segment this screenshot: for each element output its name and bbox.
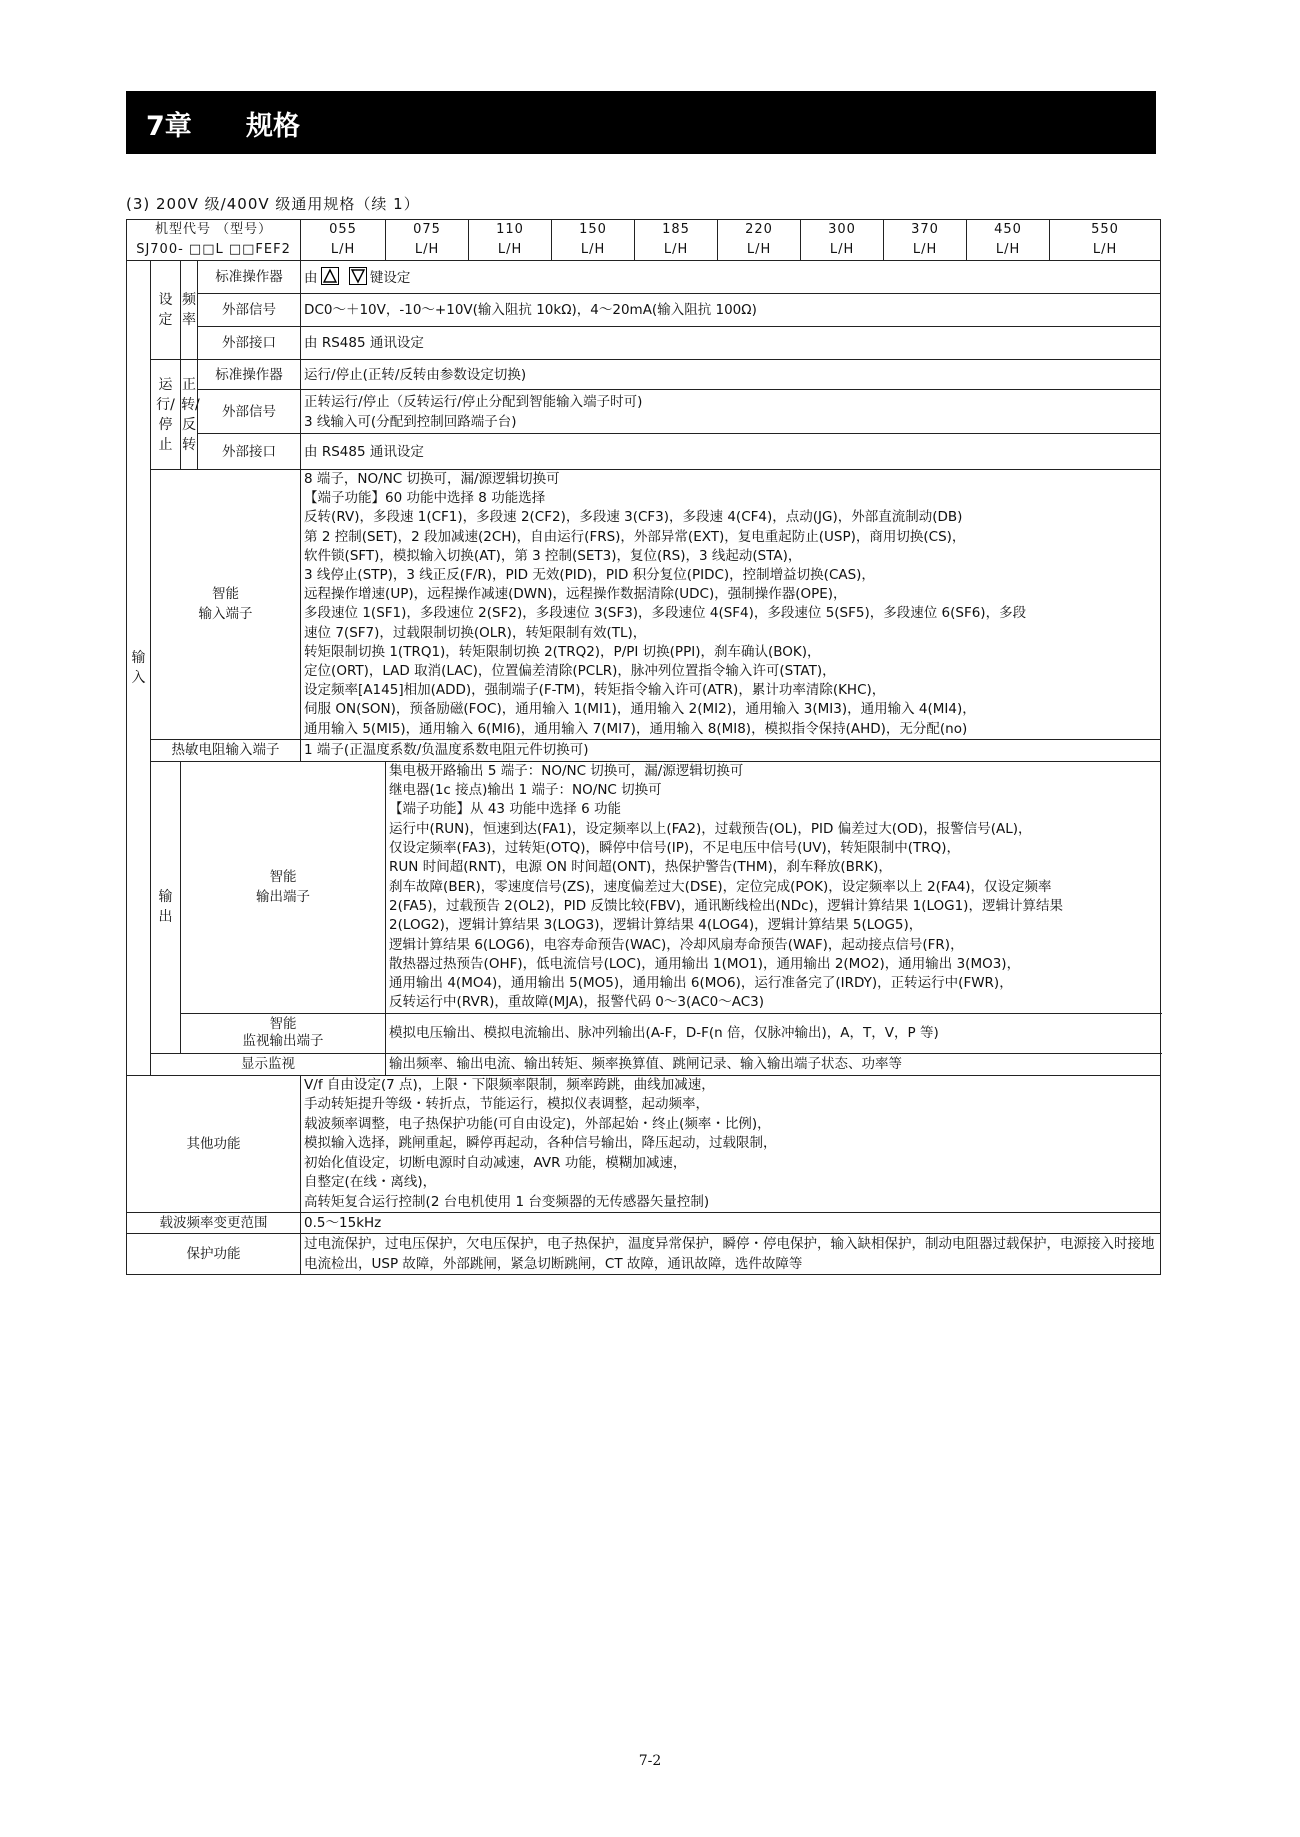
smart-input-line: 3 线停止(STP)，3 线正反(F/R)，PID 无效(PID)，PID 积分复位(PIDC)，控制增益切换(CAS)， bbox=[304, 567, 875, 584]
smart-output-line: 反转运行中(RVR)，重故障(MJA)，报警代码 0～3(AC0～AC3) bbox=[389, 994, 765, 1011]
other-function-line: 手动转矩提升等级・转折点，节能运行，模拟仪表调整，起动频率， bbox=[304, 1096, 710, 1113]
display-value: 输出频率、输出电流、输出转矩、频率换算值、跳闸记录、输入输出端子状态、功率等 bbox=[386, 1053, 1161, 1075]
display-label: 显示监视 bbox=[151, 1053, 386, 1075]
smart-output-label bbox=[181, 761, 386, 1013]
chapter-number: 7章 bbox=[146, 111, 192, 142]
std-operator-label: 标准操作器 bbox=[198, 360, 301, 390]
smart-input-line: 反转(RV)，多段速 1(CF1)，多段速 2(CF2)，多段速 3(CF3)，多段速 4(CF4)，点动(JG)，外部直流制动(DB) bbox=[304, 509, 963, 526]
model-variant: L/H bbox=[912, 242, 938, 257]
model-variant: L/H bbox=[414, 242, 440, 257]
model-cell bbox=[635, 220, 718, 261]
run-if-value: 由 RS485 通讯设定 bbox=[301, 434, 1161, 470]
model-code-label: 机型代号 （型号） bbox=[154, 222, 273, 237]
smart-input-line: 定位(ORT)，LAD 取消(LAC)，位置偏差清除(PCLR)，脉冲列位置指令输入许可(STAT)， bbox=[304, 663, 836, 680]
smart-output-line: 通用输出 4(MO4)，通用输出 5(MO5)，通用输出 6(MO6)，运行准备完了(IRDY)，正转运行中(FWR)， bbox=[389, 975, 1013, 992]
smart-input-line: 速位 7(SF7)，过载限制切换(OLR)，转矩限制有效(TL)， bbox=[304, 624, 647, 641]
ext-signal-label: 外部信号 bbox=[198, 294, 301, 327]
run-std-row bbox=[127, 360, 1161, 390]
freq-ext-row bbox=[127, 294, 1161, 327]
model-cell bbox=[718, 220, 801, 261]
down-key-icon bbox=[349, 267, 367, 285]
chapter-header-bar bbox=[126, 91, 1156, 154]
ext-interface-label: 外部接口 bbox=[198, 434, 301, 470]
model-cell bbox=[1050, 220, 1161, 261]
model-number: 185 bbox=[662, 222, 690, 237]
monitor-output-row bbox=[127, 1013, 1161, 1053]
smart-input-line: 【端子功能】60 功能中选择 8 功能选择 bbox=[304, 490, 546, 507]
smart-input-label-line: 智能 bbox=[212, 586, 240, 603]
monitor-label-line: 监视输出端子 bbox=[242, 1033, 324, 1050]
smart-output-line: 集电极开路输出 5 端子：NO/NC 切换可，漏/源逻辑切换可 bbox=[389, 762, 744, 779]
run-ext-line: 正转运行/停止（反转运行/停止分配到智能输入端子时可) bbox=[304, 393, 643, 410]
std-operator-label: 标准操作器 bbox=[198, 261, 301, 294]
run-stop-label-b: 正转/反转 bbox=[181, 360, 198, 470]
model-number: 075 bbox=[413, 222, 441, 237]
smart-input-line: 设定频率[A145]相加(ADD)，强制端子(F-TM)，转矩指令输入许可(ATR)，累计功率清除(KHC)， bbox=[304, 682, 886, 699]
section-subtitle: (3) 200V 级/400V 级通用规格（续 1） bbox=[126, 195, 420, 213]
model-number: 370 bbox=[911, 222, 939, 237]
smart-output-line: RUN 时间超(RNT)，电源 ON 时间超(ONT)，热保护警告(THM)，刹车释放(BRK)， bbox=[389, 859, 892, 876]
smart-input-line: 软件锁(SFT)，模拟输入切换(AT)，第 3 控制(SET3)，复位(RS)，3 线起动(STA)， bbox=[304, 547, 802, 564]
other-function-line: 载波频率调整，电子热保护功能(可自由设定)，外部起始・终止(频率・比例)， bbox=[304, 1115, 771, 1132]
model-type-label: SJ700- □□L □□FEF2 bbox=[136, 242, 291, 257]
model-number: 450 bbox=[994, 222, 1022, 237]
freq-std-prefix: 由 bbox=[304, 269, 318, 286]
other-function-line: 模拟输入选择，跳闸重起，瞬停再起动，各种信号输出，降压起动，过载限制， bbox=[304, 1135, 777, 1152]
freq-if-value: 由 RS485 通讯设定 bbox=[301, 327, 1161, 360]
smart-input-line: 第 2 控制(SET)，2 段加减速(2CH)，自由运行(FRS)，外部异常(EXT)，复电重起防止(USP)，商用切换(CS)， bbox=[304, 528, 966, 545]
smart-output-line: 运行中(RUN)，恒速到达(FA1)，设定频率以上(FA2)，过载预告(OL)，PID 偏差过大(OD)，报警信号(AL)， bbox=[389, 820, 1032, 837]
other-functions-value bbox=[301, 1075, 1161, 1213]
other-function-line: 初始化值设定，切断电源时自动减速，AVR 功能，模糊加减速， bbox=[304, 1154, 687, 1171]
thermistor-label: 热敏电阻输入端子 bbox=[151, 739, 301, 761]
protection-row bbox=[127, 1234, 1161, 1275]
smart-output-line: 2(LOG2)，逻辑计算结果 3(LOG3)，逻辑计算结果 4(LOG4)，逻辑计算结果 5(LOG5)， bbox=[389, 917, 923, 934]
model-variant: L/H bbox=[995, 242, 1021, 257]
other-functions-row bbox=[127, 1075, 1161, 1213]
freq-ext-value: DC0～＋10V，-10～+10V(输入阻抗 10kΩ)，4～20mA(输入阻抗 100Ω) bbox=[301, 294, 1161, 327]
model-variant: L/H bbox=[663, 242, 689, 257]
chapter-title: 规格 bbox=[246, 111, 300, 142]
smart-output-line: 刹车故障(BER)，零速度信号(ZS)，速度偏差过大(DSE)，定位完成(POK)，设定频率以上 2(FA4)，仅设定频率 bbox=[389, 878, 1052, 895]
display-row bbox=[127, 1053, 1161, 1075]
model-cell bbox=[552, 220, 635, 261]
model-number: 550 bbox=[1091, 222, 1119, 237]
model-cell bbox=[884, 220, 967, 261]
smart-input-line: 8 端子，NO/NC 切换可，漏/源逻辑切换可 bbox=[304, 471, 560, 487]
model-variant: L/H bbox=[330, 242, 356, 257]
smart-input-label bbox=[151, 470, 301, 740]
protection-label: 保护功能 bbox=[127, 1234, 301, 1275]
monitor-output-label bbox=[181, 1013, 386, 1053]
smart-output-line: 【端子功能】从 43 功能中选择 6 功能 bbox=[389, 801, 621, 818]
freq-std-row bbox=[127, 261, 1161, 294]
smart-output-line: 逻辑计算结果 6(LOG6)，电容寿命预告(WAC)，冷却风扇寿命预告(WAF)，起动接点信号(FR)， bbox=[389, 936, 964, 953]
run-stop-label-a: 运行/停止 bbox=[151, 360, 181, 470]
carrier-row bbox=[127, 1213, 1161, 1234]
model-variant: L/H bbox=[746, 242, 772, 257]
output-group-label: 输出 bbox=[151, 761, 181, 1053]
thermistor-row bbox=[127, 739, 1161, 761]
model-number: 300 bbox=[828, 222, 856, 237]
ext-interface-label: 外部接口 bbox=[198, 327, 301, 360]
model-number: 150 bbox=[579, 222, 607, 237]
model-number: 220 bbox=[745, 222, 773, 237]
model-number: 110 bbox=[496, 222, 524, 237]
ext-signal-label: 外部信号 bbox=[198, 390, 301, 434]
smart-input-line: 远程操作增速(UP)，远程操作减速(DWN)，远程操作数据清除(UDC)，强制操作器(OPE)， bbox=[304, 586, 847, 603]
smart-input-line: 多段速位 1(SF1)，多段速位 2(SF2)，多段速位 3(SF3)，多段速位 4(SF4)，多段速位 5(SF5)，多段速位 6(SF6)，多段 bbox=[304, 605, 1027, 622]
model-number: 055 bbox=[329, 222, 357, 237]
smart-output-value bbox=[386, 761, 1161, 1013]
model-variant: L/H bbox=[580, 242, 606, 257]
up-key-icon bbox=[321, 267, 339, 285]
input-group-label: 输入 bbox=[127, 261, 151, 1076]
model-header-row bbox=[127, 220, 1161, 261]
protection-value: 过电流保护，过电压保护，欠电压保护，电子热保护，温度异常保护，瞬停・停电保护，输入缺相保护，制动电阻器过载保护，电源接入时接地电流检出，USP 故障，外部跳闸，紧急切断跳闸，CT 故障，通讯故障，选件故障等 bbox=[301, 1234, 1161, 1275]
run-ext-line: 3 线输入可(分配到控制回路端子台) bbox=[304, 413, 517, 430]
thermistor-value: 1 端子(正温度系数/负温度系数电阻元件切换可) bbox=[301, 739, 1161, 761]
smart-input-label-line: 输入端子 bbox=[198, 606, 253, 623]
other-function-line: 高转矩复合运行控制(2 台电机使用 1 台变频器的无传感器矢量控制) bbox=[304, 1193, 710, 1210]
smart-input-line: 通用输入 5(MI5)，通用输入 6(MI6)，通用输入 7(MI7)，通用输入 8(MI8)，模拟指令保持(AHD)，无分配(no) bbox=[304, 720, 968, 737]
smart-output-line: 继电器(1c 接点)输出 1 端子：NO/NC 切换可 bbox=[389, 782, 662, 799]
smart-input-line: 伺服 ON(SON)，预备励磁(FOC)，通用输入 1(MI1)，通用输入 2(MI2)，通用输入 3(MI3)，通用输入 4(MI4)， bbox=[304, 701, 976, 718]
model-cell bbox=[967, 220, 1050, 261]
model-cell bbox=[301, 220, 386, 261]
spec-table bbox=[126, 219, 1161, 1275]
smart-output-label-line: 智能 bbox=[269, 869, 297, 886]
other-function-line: V/f 自由设定(7 点)，上限・下限频率限制，频率跨跳，曲线加减速， bbox=[304, 1076, 715, 1093]
run-std-value: 运行/停止(正转/反转由参数设定切换) bbox=[301, 360, 1161, 390]
carrier-label: 载波频率变更范围 bbox=[127, 1213, 301, 1234]
smart-output-line: 散热器过热预告(OHF)，低电流信号(LOC)，通用输出 1(MO1)，通用输出 2(MO2)，通用输出 3(MO3)， bbox=[389, 955, 1021, 972]
other-function-line: 自整定(在线・离线)， bbox=[304, 1174, 437, 1191]
monitor-output-value: 模拟电压输出、模拟电流输出、脉冲列输出(A-F，D-F(n 倍，仅脉冲输出)，A，T，V，P 等) bbox=[386, 1013, 1161, 1053]
freq-setting-label-a: 设定 bbox=[151, 261, 181, 360]
model-cell bbox=[469, 220, 552, 261]
smart-output-line: 2(FA5)，过载预告 2(OL2)，PID 反馈比较(FBV)，通讯断线检出(NDc)，逻辑计算结果 1(LOG1)，逻辑计算结果 bbox=[389, 897, 1063, 914]
run-if-row bbox=[127, 434, 1161, 470]
monitor-label-line: 智能 bbox=[269, 1016, 297, 1033]
freq-std-value bbox=[301, 261, 1161, 294]
other-functions-label: 其他功能 bbox=[127, 1075, 301, 1213]
model-variant: L/H bbox=[497, 242, 523, 257]
model-variant: L/H bbox=[1092, 242, 1118, 257]
model-code-header bbox=[127, 220, 301, 261]
smart-output-line: 仅设定频率(FA3)，过转矩(OTQ)，瞬停中信号(IP)，不足电压中信号(UV)，转矩限制中(TRQ)， bbox=[389, 840, 961, 857]
model-cell bbox=[386, 220, 469, 261]
freq-if-row bbox=[127, 327, 1161, 360]
smart-input-value bbox=[301, 470, 1161, 740]
smart-input-line: 转矩限制切换 1(TRQ1)，转矩限制切换 2(TRQ2)，P/PI 切换(PPI)，刹车确认(BOK)， bbox=[304, 643, 821, 660]
smart-output-row bbox=[127, 761, 1161, 1013]
smart-input-row bbox=[127, 470, 1161, 740]
freq-std-suffix: 键设定 bbox=[369, 269, 411, 286]
run-ext-row bbox=[127, 390, 1161, 434]
model-variant: L/H bbox=[829, 242, 855, 257]
carrier-value: 0.5～15kHz bbox=[301, 1213, 1161, 1234]
page-number: 7-2 bbox=[638, 1753, 662, 1769]
smart-output-label-line: 输出端子 bbox=[256, 889, 311, 906]
freq-setting-label-b: 频率 bbox=[181, 261, 198, 360]
model-cell bbox=[801, 220, 884, 261]
run-ext-value bbox=[301, 390, 1161, 434]
